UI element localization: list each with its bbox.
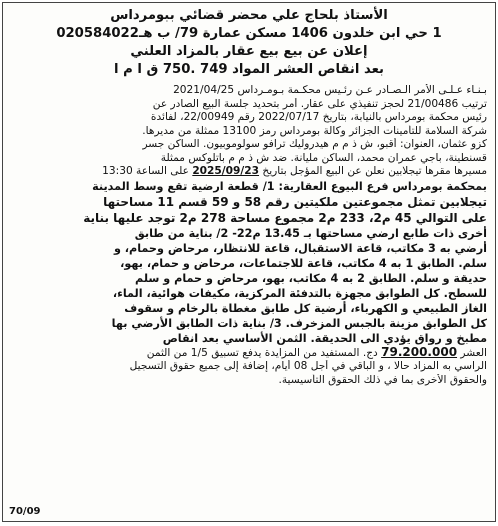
body-line: حديقة و سلم. الطابق 2 به 4 مكاتب، بهو، مرحاض و حمام و سلم [135, 271, 487, 285]
notice-body [11, 84, 487, 387]
body-line: قسنطينة، باجي عمران محمد، الساكن مليانة. ضد ش ذ م م باتلوكس ممثلة [160, 151, 487, 164]
body-line: بمحكمة بومرداس فرع البيوع العقارية: 1/ قطعة ارضية تقع وسط المدينة [92, 179, 487, 193]
legal-notice [2, 2, 496, 522]
body-line: ترتيب 21/00486 لحجز تنفيذي على عقار. أمر بتحديد جلسة البيع الصادر عن [152, 97, 487, 110]
body-line: للسطح. كل الطوابق مجهزة بالتدفئة المركزية، مكيفات هوائية، الماء، [112, 286, 487, 300]
sale-date: 2025/09/23 [192, 165, 260, 177]
body-line: كزو عثمان، العنوان: أقبو، ش ذ م م هيدروليك ترافو سولوموبيون. الساكن جسر [142, 138, 487, 150]
body-line: أخرى ذات طابع ارضي مساحتها بـ 13.45 م22- 2/ بناية من طابق [134, 226, 487, 240]
body-text-part: العشر [457, 346, 487, 359]
body-line: شركة السلامة للتأمينات الجزائر وكالة بومرداس رمز 13100 ممثلة من مديرها. [142, 124, 487, 137]
sale-date-line [11, 165, 487, 179]
notice-header [11, 7, 487, 79]
body-line: والحقوق الأخرى بما في ذلك الحقوق التأسيسية. [278, 373, 487, 386]
body-line: أرضي به 3 مكاتب، قاعة الاستقبال، قاعة للانتظار، مرحاض وحمام، و [113, 241, 487, 255]
body-line: على التوالي 45 م2، 233 م2 مجموع مساحة 278 م2 توجد عليها بناية [83, 210, 487, 225]
base-price: 79.200.000 [381, 345, 458, 359]
reference-number: 70/09 [9, 506, 41, 517]
body-line: مطبخ و رواق يؤدي الى الحديقة. الثمن الأساسي بعد انقاص [162, 331, 487, 345]
body-line: الغاز الطبيعي و الكهرباء، أرضية كل طابق مغطاة بالرخام و سقوف [124, 301, 487, 315]
body-line: رئيس محكمة بومرداس بالنيابة، بتاريخ 2022/07/17 رقم 22/00949، لفائدة [150, 111, 487, 123]
body-line: الراسي به المزاد حالا ، و الباقي في أجل 08 أيام، إضافة إلى جميع حقوق التسجيل [129, 360, 487, 372]
price-line [11, 346, 487, 361]
body-line: تيجلابين تمثل مجموعتين ملكيتين رقم 58 و 59 قسم 11 مساحتها [103, 194, 487, 209]
body-line: كل الطوابق مزينة بالجبس المزخرف. 3/ بناية ذات الطابق الأرضي بها [111, 316, 487, 330]
legal-reference: بعد انقاص العشر المواد 749 .750 ق ا م ا [114, 62, 384, 77]
bailiff-name: الأستاذ بلحاج علي محضر قضائي ببومرداس [110, 8, 388, 23]
bailiff-address: 1 حي ابن خلدون 1406 مسكن عمارة 79/ ب هـ020584022 [56, 26, 442, 41]
body-text-part: دج. المستفيد من المزايدة يدفع تسبيق 1/5 من الثمن [146, 346, 382, 359]
notice-title: إعلان عن بيع بيع عقار بالمزاد العلني [130, 44, 368, 59]
body-line: سلم. الطابق 1 به 4 مكاتب، قاعة للاجتماعات، مرحاض و حمام، بهو، [120, 256, 487, 270]
body-text-part: مسيرها مقرها تيجلابين نعلن عن البيع المؤجل بتاريخ [259, 165, 487, 177]
body-text-part: على الساعة 13:30 [102, 165, 193, 177]
body-line: بـنـاء عـلـى الأمر الـصـادر عـن رئـيس محكـمة بـومـرداس 2021/04/25 [173, 84, 487, 96]
